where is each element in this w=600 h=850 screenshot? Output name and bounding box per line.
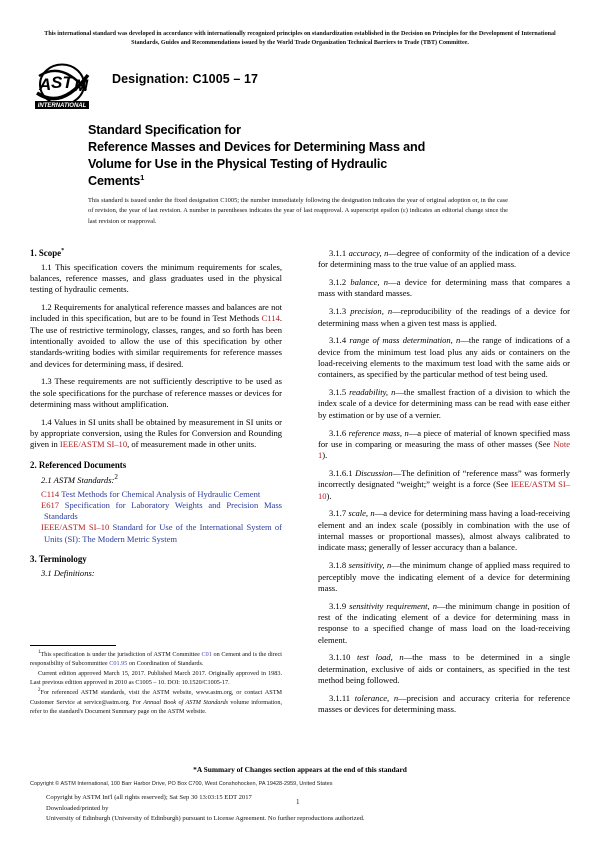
footnote-1-part-b: on Cement and is the direct responsibility of Subcommittee xyxy=(30,650,282,667)
wto-header-note: This international standard was developed in accordance with internationally recognized principles on standardization established in the Decision on Principles for the Development of International Standards, Guides and Recommendations issued by the World Trade Organization Technical Barriers to Trade (TBT) Committee. xyxy=(44,31,556,47)
definition-text: —the smallest fraction of a division to which the index scale of a device for determining mass can be read with ease either by estimation or by use of a vernier. xyxy=(318,387,570,420)
astm-standards-label: 2.1 ASTM Standards: xyxy=(41,475,115,486)
footnote-2-marker: 2 xyxy=(38,688,41,694)
summary-of-changes-note: *A Summary of Changes section appears at the end of this standard xyxy=(193,765,407,774)
footnote-2 xyxy=(30,688,282,716)
definition-3-1-9 xyxy=(318,601,570,646)
definition-number: 3.1.10 xyxy=(329,652,351,663)
reference-link-c114[interactable]: C114 xyxy=(261,313,280,324)
astm-standards-footnote-marker: 2 xyxy=(114,473,118,482)
issue-note: This standard is issued under the fixed designation C1005; the number immediately following the designation indicates the year of original adoption or, in the case of revision, the year of last revision. A number in parentheses indicates the year of last reapproval. A superscript epsilon (ε) indicates an editorial change since the last revision or reapproval. xyxy=(88,197,508,225)
definition-3-1-1 xyxy=(318,248,570,271)
reference-title[interactable]: Test Methods for Chemical Analysis of Hydraulic Cement xyxy=(61,488,261,499)
definition-term: range of mass determination, n xyxy=(349,335,461,346)
definition-number: 3.1.1 xyxy=(329,248,347,258)
page-number: 1 xyxy=(296,798,300,806)
reference-link-si10-discussion[interactable]: IEEE/ASTM SI–10 xyxy=(318,479,571,501)
scope-heading-asterisk: * xyxy=(61,247,65,255)
definition-text: —degree of conformity of the indication of a device for determining mass to the true value of an applied mass. xyxy=(318,248,571,270)
definition-term: test load, n xyxy=(356,652,404,663)
definition-text: —reproducibility of the readings of a device for determining mass when a given test mass is applied. xyxy=(318,306,570,328)
reference-title[interactable]: Standard for Use of the International System of Units (SI): The Modern Metric System xyxy=(44,522,282,544)
definition-text: —the minimum change of applied mass required to perceptibly move the indicating element of a device for determining mass. xyxy=(318,560,570,593)
title-line-1: Standard Specification for xyxy=(88,123,241,137)
downloaded-printed-by-label: Downloaded/printed by xyxy=(46,804,109,812)
reference-item xyxy=(30,500,282,523)
footnote-2-part-a: For referenced ASTM standards, visit the ASTM website, www.astm.org, or contact ASTM Customer Service at service@astm.org. For xyxy=(30,689,282,706)
reference-id[interactable]: E617 xyxy=(41,499,60,510)
paragraph-1-2 xyxy=(30,302,282,370)
definition-3-1-7 xyxy=(318,508,570,553)
footnote-1 xyxy=(30,650,282,669)
definition-text: —precision and accuracy criteria for reference masses or devices for determining mass. xyxy=(318,692,571,715)
definition-term: scale, n xyxy=(348,508,375,519)
definition-term: sensitivity, n xyxy=(348,560,392,571)
subcommittee-link-c0195[interactable]: C01.95 xyxy=(109,659,128,667)
definition-number: 3.1.2 xyxy=(329,277,347,288)
committee-link-c01[interactable]: C01 xyxy=(201,650,212,658)
footnote-divider xyxy=(30,645,116,646)
definition-text: —the mass to be determined in a single determination, exclusive of aids or containers, as specified in the test method being followed. xyxy=(318,652,570,685)
footnote-1-part-a: This specification is under the jurisdiction of ASTM Committee xyxy=(40,650,202,658)
definition-number: 3.1.8 xyxy=(329,560,347,571)
footnotes-block xyxy=(30,645,282,716)
definition-3-1-6-1-discussion xyxy=(318,468,570,502)
definition-term: tolerance, n xyxy=(354,692,399,703)
discussion-text-a: —The definition of “reference mass” was formerly incorrectly designated “weight;” weight is a force (See xyxy=(318,468,570,490)
definition-3-1-5 xyxy=(318,387,570,421)
title-line-4-text: Cements xyxy=(88,173,141,188)
scope-heading-text: 1. Scope xyxy=(30,248,62,258)
logo-and-designation xyxy=(30,62,570,112)
note-link-note1[interactable]: Note 1 xyxy=(318,438,570,461)
paragraph-1-4-part-a: 1.4 Values in SI units shall be obtained by measurement in SI units or by appropriate conversion, using the Rules for Conversion and Rounding given in xyxy=(30,416,282,450)
svg-text:S: S xyxy=(51,73,63,92)
discussion-label: Discussion xyxy=(355,468,393,478)
copyright-line: Copyright © ASTM International, 100 Barr Harbor Drive, PO Box C700, West Conshohocken, PA 19428-2959, United States xyxy=(30,781,333,787)
definition-text: —a device for determining mass that compares a mass with standard masses. xyxy=(318,277,570,299)
definition-3-1-2 xyxy=(318,277,570,300)
definition-term: sensitivity requirement, n xyxy=(349,600,437,611)
definition-term: reference mass, n xyxy=(348,427,409,438)
definition-term: accuracy, n xyxy=(348,248,389,258)
reference-id[interactable]: IEEE/ASTM SI–10 xyxy=(41,522,110,533)
definition-number: 3.1.6.1 xyxy=(329,468,353,478)
definition-number: 3.1.5 xyxy=(329,387,347,398)
svg-text:INTERNATIONAL: INTERNATIONAL xyxy=(37,103,87,109)
footnote-2-part-b: volume information, refer to the standard's Document Summary page on the ASTM website. xyxy=(30,698,283,716)
definitions-label: 3.1 Definitions: xyxy=(41,567,95,578)
title-line-2: Reference Masses and Devices for Determining Mass and xyxy=(88,139,426,154)
svg-text:M: M xyxy=(74,76,89,95)
definition-number: 3.1.11 xyxy=(329,692,351,703)
paragraph-1-2-part-b: . The use of restrictive terminology, classes, ranges, and so forth has been intentionally avoided to allow the use of this specification by other standards-writing bodies with similar requirements for reference masses and devices for determining mass, if desired. xyxy=(30,313,282,369)
paragraph-1-1: 1.1 This specification covers the minimum requirements for scales, balances, reference masses, and glass graduates used in the physical testing of hydraulic cements. xyxy=(30,261,282,295)
definition-term: precision, n xyxy=(350,306,393,317)
reference-id[interactable]: C114 xyxy=(41,488,60,499)
footnote-1-part-c: on Coordination of Standards. xyxy=(127,659,204,667)
definition-3-1-3 xyxy=(318,306,570,329)
definition-3-1-10 xyxy=(318,652,570,686)
svg-text:T: T xyxy=(62,73,73,92)
definition-number: 3.1.3 xyxy=(329,306,347,317)
svg-text:A: A xyxy=(39,75,52,94)
definition-number: 3.1.6 xyxy=(329,427,347,438)
footnote-edition-info: Current edition approved March 15, 2017. Published March 2017. Originally approved in 1983. Last previous edition approved in 2010 as C1005 – 10. DOI: 10.1520/C1005-17. xyxy=(30,669,282,687)
paragraph-1-2-part-a: 1.2 Requirements for analytical reference masses and balances are not included in this specification, but are to be found in Test Methods xyxy=(30,302,282,324)
paragraph-1-4-part-b: , of measurement made in other units. xyxy=(127,439,257,450)
download-info-block xyxy=(46,793,566,825)
reference-item xyxy=(30,489,282,500)
reference-item xyxy=(30,522,282,545)
definition-3-1-8 xyxy=(318,560,570,594)
definition-text-a: —a piece of material of known specified mass for use in comparing or measuring the mass of other masses (See xyxy=(318,427,571,449)
section-heading-scope xyxy=(30,248,282,260)
paragraph-1-3: 1.3 These requirements are not sufficiently descriptive to be used as the sole specifications for the purchase of reference masses or devices for determining mass without amplification. xyxy=(30,376,282,410)
download-copyright-line: Copyright by ASTM Int'l (all rights reserved); Sat Sep 30 13:03:15 EDT 2017 xyxy=(46,794,252,801)
definition-text: —a device for determining mass having a load-receiving element and an index scale (possibly in combination with the use of internal masses or proportional masses), almost always calibrated to indicate mass; generally of lesser accuracy than a balance. xyxy=(318,508,571,553)
discussion-text-b: ). xyxy=(326,490,332,501)
paragraph-1-4 xyxy=(30,417,282,451)
definition-term: balance, n xyxy=(350,277,389,288)
title-footnote-marker: 1 xyxy=(140,172,145,182)
definition-3-1-4 xyxy=(318,335,570,380)
definition-term: readability, n xyxy=(349,387,396,398)
title-line-3: Volume for Use in the Physical Testing of Hydraulic xyxy=(88,156,388,171)
section-heading-referenced-documents: 2. Referenced Documents xyxy=(30,459,127,470)
footnote-1-marker: 1 xyxy=(38,649,41,655)
reference-link-si10[interactable]: IEEE/ASTM SI–10 xyxy=(59,439,128,450)
subsection-definitions xyxy=(30,568,282,579)
definition-number: 3.1.9 xyxy=(329,600,347,611)
definition-number: 3.1.4 xyxy=(329,335,347,346)
subsection-astm-standards xyxy=(30,473,282,486)
left-column xyxy=(30,248,282,579)
licensee-line: University of Edinburgh (University of Edinburgh) pursuant to License Agreement. No further reproductions authorized. xyxy=(46,815,365,823)
definition-number: 3.1.7 xyxy=(329,508,347,519)
reference-list xyxy=(30,489,282,546)
definition-3-1-11 xyxy=(318,693,570,716)
footnote-2-italic-title: Annual Book of ASTM Standards xyxy=(143,698,229,706)
definition-3-1-6 xyxy=(318,428,570,462)
section-heading-terminology: 3. Terminology xyxy=(30,554,87,565)
right-column xyxy=(318,248,570,715)
astm-logo-icon xyxy=(30,62,94,112)
designation-label: Designation: C1005 – 17 xyxy=(112,72,259,86)
reference-title[interactable]: Specification for Laboratory Weights and Precision Mass Standards xyxy=(44,499,283,522)
definition-text-b: ). xyxy=(322,450,328,461)
document-title xyxy=(88,122,508,190)
title-line-4 xyxy=(88,173,508,190)
definition-text: —the minimum change in position of rest of the indicating element of a device for determining mass in response to a specified change of mass load on the load-receiving element. xyxy=(318,600,570,645)
definition-text: —the range of indications of a device from the minimum test load plus any aids or containers on the load-receiving elements to the maximum test load with the same aids or containers, as specified by the particular method of test being used. xyxy=(318,335,570,380)
